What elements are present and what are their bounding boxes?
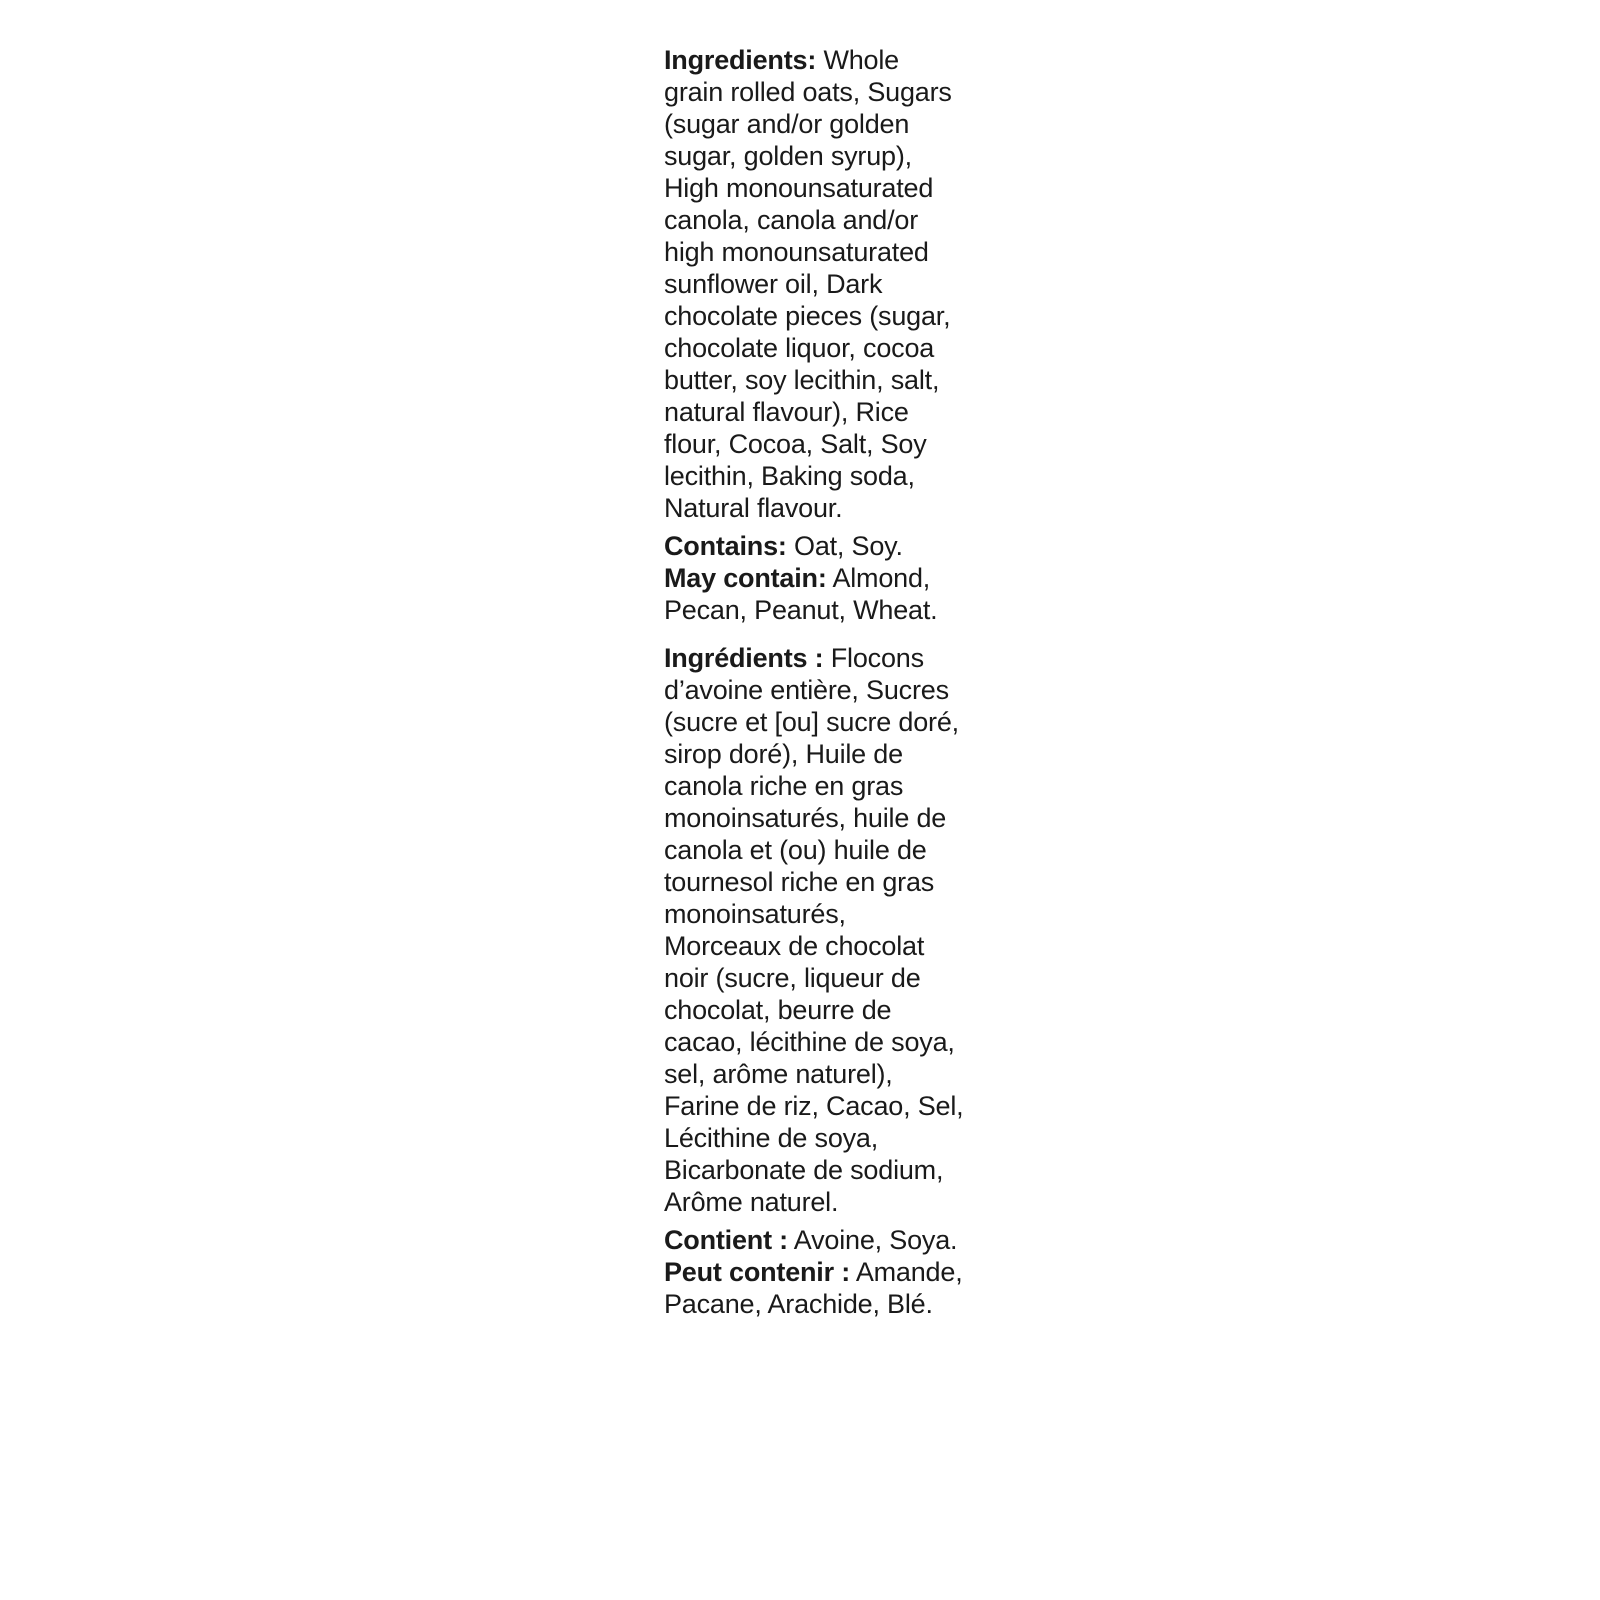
- french-may-contain-list: Amande, Pacane, Arachide, Blé.: [664, 1257, 963, 1319]
- english-ingredients-list: Whole grain rolled oats, Sugars (sugar and/or golden sugar, golden syrup), High monounsaturated canola, canola and/or high monounsaturated sunflower oil, Dark chocolate pieces (sugar, chocolate liquor, cocoa butter, soy lecithin, salt, natural flavour), Rice flour, Cocoa, Salt, Soy lecithin, Baking soda, Natural flavour.: [664, 45, 952, 523]
- french-ingredients-list: Flocons d’avoine entière, Sucres (sucre et [ou] sucre doré, sirop doré), Huile de canola riche en gras monoinsaturés, huile de canola et (ou) huile de tournesol riche en gras monoinsaturés, Morceaux de chocolat noir (sucre, liqueur de chocolat, beurre de cacao, lécithine de soya, sel, arôme naturel), Farine de riz, Cacao, Sel, Lécithine de soya, Bicarbonate de sodium, Arôme naturel.: [664, 643, 964, 1217]
- english-contains-paragraph: [664, 530, 964, 562]
- english-contains-heading: Contains:: [664, 531, 787, 561]
- french-contains-heading: Contient :: [664, 1225, 788, 1255]
- english-ingredients-paragraph: [664, 44, 964, 524]
- french-ingredients-paragraph: [664, 642, 964, 1218]
- french-may-contain-paragraph: [664, 1256, 964, 1320]
- french-contains-list: Avoine, Soya.: [793, 1225, 958, 1255]
- french-may-contain-heading: Peut contenir :: [664, 1257, 851, 1287]
- french-contains-paragraph: [664, 1224, 964, 1256]
- english-may-contain-paragraph: [664, 562, 964, 626]
- english-ingredients-heading: Ingredients:: [664, 45, 817, 75]
- english-contains-list: Oat, Soy.: [794, 531, 903, 561]
- ingredients-label-panel: [664, 44, 964, 1320]
- french-ingredients-heading: Ingrédients :: [664, 643, 824, 673]
- english-may-contain-list: Almond, Pecan, Peanut, Wheat.: [664, 563, 938, 625]
- english-may-contain-heading: May contain:: [664, 563, 827, 593]
